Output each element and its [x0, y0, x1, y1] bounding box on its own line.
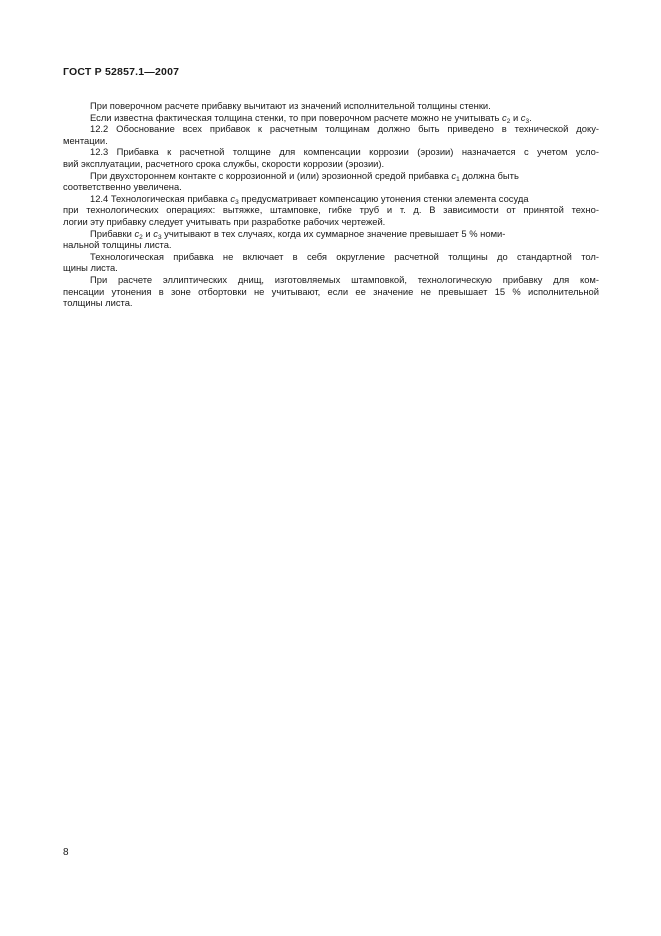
- text-line: [63, 274, 599, 286]
- text-line: [63, 297, 599, 309]
- text-line-main: нальной толщины листа.: [63, 239, 172, 251]
- text-fragment: учитывают в тех случаях, когда их суммарное значение превышает 5 % номи-: [161, 227, 506, 239]
- text-line-main: Если известна фактическая толщина стенки, то при поверочном расчете можно не учитывать: [90, 111, 503, 123]
- variable-subscript: 1: [456, 175, 460, 183]
- text-line-main: вий эксплуатации, расчетного срока службы, скорости коррозии (эрозии).: [63, 157, 385, 169]
- variable-subscript: 3: [157, 233, 162, 241]
- text-line-main: При поверочном расчете прибавку вычитают из значений исполнительной толщины стенки.: [90, 100, 491, 111]
- text-line-main: ментации.: [63, 134, 108, 146]
- text-line-main: при технологических операциях: вытяжке, штамповке, гибке труб и т. д. В зависимости от принятой техно-: [63, 204, 599, 216]
- text-line-main: 12.3 Прибавка к расчетной толщине для компенсации коррозии (эрозии) назначается с учетом усло-: [90, 146, 599, 158]
- text-line: [63, 193, 599, 205]
- text-line-main: толщины листа.: [63, 297, 133, 309]
- text-line: [63, 239, 599, 251]
- page-header-standard-code: ГОСТ Р 52857.1—2007: [63, 66, 180, 78]
- text-line-main: Прибавки: [90, 227, 135, 239]
- variable-symbol: с: [502, 111, 507, 123]
- text-line: [63, 135, 599, 147]
- text-line: [63, 112, 599, 124]
- document-body: [63, 100, 599, 309]
- text-fragment: предусматривает компенсацию утонения стенки элемента сосуда: [238, 192, 529, 204]
- text-line: [63, 204, 599, 216]
- text-line-main: При расчете эллиптических днищ, изготовляемых штамповкой, технологическую прибавку для ком-: [90, 273, 599, 285]
- text-line-main: Технологическая прибавка не включает в себя округление расчетной толщины до стандартной тол-: [90, 250, 599, 262]
- text-line-main: 12.2 Обоснование всех прибавок к расчетным толщинам должно быть приведено в технической доку-: [90, 123, 599, 135]
- text-line: [63, 146, 599, 158]
- variable-subscript: 3: [525, 117, 530, 125]
- text-line: [63, 158, 599, 170]
- text-line: [63, 262, 599, 274]
- text-line-main: 12.4 Технологическая прибавка: [90, 192, 231, 204]
- text-line: [63, 251, 599, 263]
- text-fragment: и: [510, 111, 521, 123]
- text-line: [63, 228, 599, 240]
- text-fragment: и: [142, 227, 154, 239]
- variable-symbol: с: [230, 192, 236, 204]
- variable-subscript: 2: [139, 233, 143, 241]
- text-line: [63, 181, 599, 193]
- text-line: [63, 216, 599, 228]
- text-line: [63, 170, 599, 182]
- page-number: 8: [63, 847, 69, 858]
- text-line: [63, 100, 599, 112]
- text-line: [63, 286, 599, 298]
- text-line-main: соответственно увеличена.: [63, 181, 182, 193]
- text-line-main: При двухстороннем контакте с коррозионной и (или) эрозионной средой прибавка: [90, 169, 452, 181]
- variable-subscript: 2: [506, 117, 511, 125]
- variable-symbol: с: [153, 227, 158, 239]
- text-line-main: пенсации утонения в зоне отбортовки не учитывают, если ее значение не превышает 15 % исполнительной: [63, 285, 599, 297]
- variable-symbol: с: [451, 169, 457, 181]
- variable-symbol: с: [520, 111, 526, 123]
- text-line-main: щины листа.: [63, 262, 118, 274]
- text-line: [63, 123, 599, 135]
- text-fragment: .: [529, 111, 532, 123]
- text-line-main: логии эту прибавку следует учитывать при разработке рабочих чертежей.: [63, 215, 386, 227]
- variable-symbol: с: [134, 227, 140, 239]
- variable-subscript: 3: [235, 198, 239, 206]
- text-fragment: должна быть: [459, 169, 519, 181]
